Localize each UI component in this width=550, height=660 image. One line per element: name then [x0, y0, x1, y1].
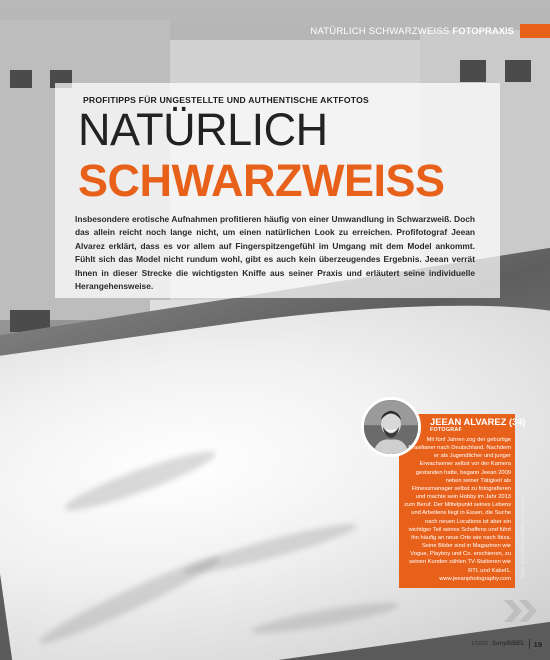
- window: [460, 60, 486, 82]
- footer-divider: [529, 639, 530, 649]
- window: [505, 60, 531, 82]
- photo-credit: Fotos: Jeean Alvarez, Model: Carolin Mats: [520, 497, 525, 578]
- bio-text: Mit fünf Jahren zog der gebürtige Brasilianer nach Deutschland. Nachdem er als Jugendlicher und junger Erwachsener selbst vor der Kamera gestanden hatte, begann Jeean 2009 neben seiner Tätigkeit als Fitnessmanager selbst zu fotografieren und machte sein Hobby im Jahr 2013 zum Beruf. Der Mittelpunkt seines Lebens und Arbeitens liegt in Essen, die Suche nach neuen Locations ist aber ein wichtiger Teil seines Schaffens und führt ihn häufig an neue Orte wie nach Ibiza. Seine Bilder sind in Magazinen wie Vogue, Playboy und Co. erschienen, zu seinen Kunden zählen TV-Stationen wie RTL und Kabel1. www.jeeanphotography.com: [404, 437, 511, 582]
- page-number: 19: [533, 639, 542, 649]
- kicker: PROFITIPPS FÜR UNGESTELLTE UND AUTHENTISCHE AKTFOTOS: [83, 95, 369, 105]
- window: [10, 70, 32, 88]
- accent-bar: [520, 24, 550, 38]
- headline-line-2: SCHWARZWEISS: [78, 155, 445, 206]
- section-category: FOTOPRAXIS: [452, 25, 514, 37]
- intro-paragraph: Insbesondere erotische Aufnahmen profitieren häufig von einer Umwandlung in Schwarzweiß. Doch das allein reicht noch lange nicht, um einen natürlichen Look zu erreichen. Profifotograf Jeean Alvarez erklärt, dass es vor allem auf Fingerspitzengefühl im Umgang mit dem Model ankommt. Fühlt sich das Model nicht rundum wohl, gibt es auch kein überzeugendes Ergebnis. Jeean verrät Ihnen in dieser Strecke die wichtigsten Kniffe aus seiner Praxis und erläutert seine individuelle Herangehensweise.: [75, 214, 475, 292]
- bio-name: JEEAN ALVAREZ (34): [430, 416, 526, 427]
- page-footer: [471, 639, 542, 649]
- double-chevron-right-icon[interactable]: [502, 598, 540, 624]
- magazine-brand: SonyBIBEL: [491, 641, 525, 647]
- headline-line-1: NATÜRLICH: [78, 104, 328, 155]
- running-head: [310, 24, 550, 38]
- bio-role: FOTOGRAF: [430, 427, 463, 433]
- issue-number: 1/2020: [471, 641, 488, 647]
- section-label: NATÜRLICH SCHWARZWEISS: [310, 25, 450, 37]
